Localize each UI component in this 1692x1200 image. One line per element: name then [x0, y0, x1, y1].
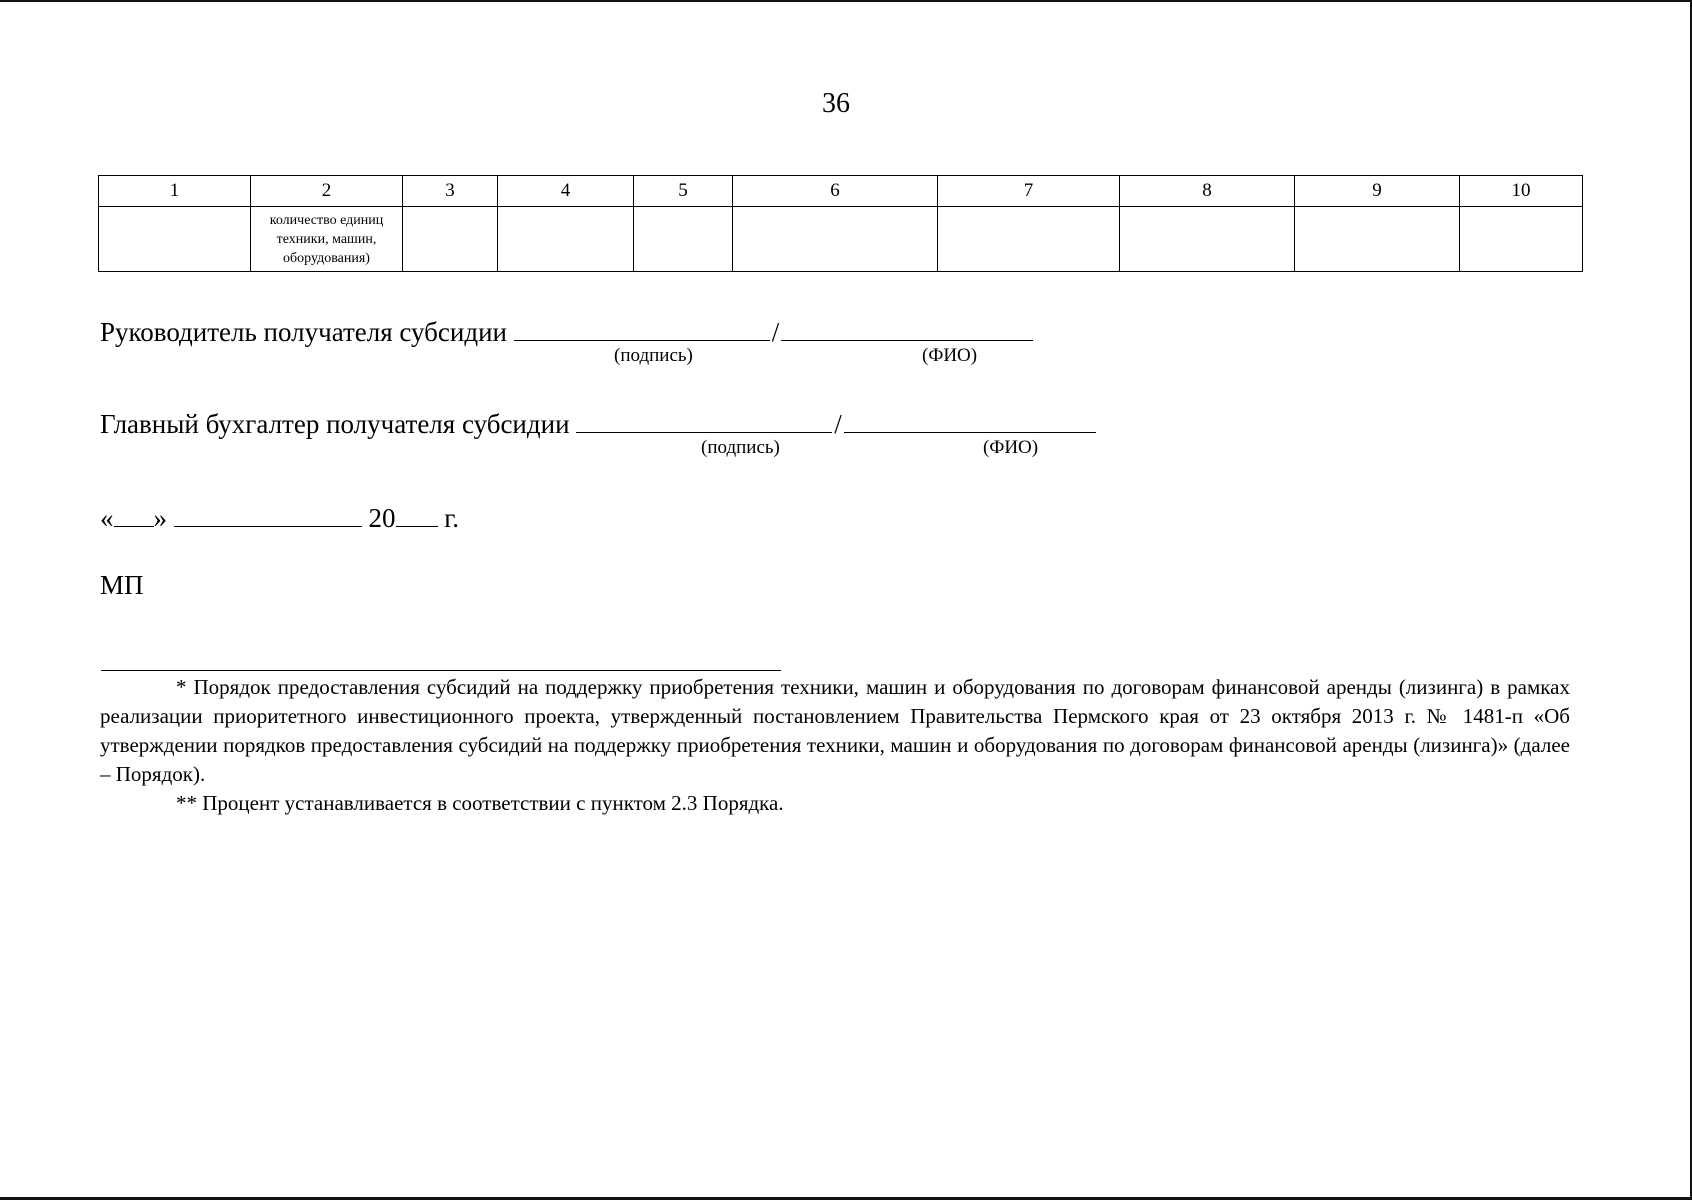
column-header-1: 1	[99, 176, 251, 207]
accountant-signature-line	[100, 406, 1096, 440]
page-number: 36	[822, 88, 850, 119]
table-cell	[938, 207, 1120, 272]
column-header-4: 4	[498, 176, 634, 207]
accountant-signature-field[interactable]	[576, 406, 832, 433]
head-signature-line	[100, 314, 1033, 348]
footnote-1: * Порядок предоставления субсидий на поддержку приобретения техники, машин и оборудования по договорам финансовой аренды (лизинга) в рамках реализации приоритетного инвестиционного проекта, утвержденный постановлением Правительства Пермского края от 23 октября 2013 г. № 1481-п «Об утверждении порядков предоставления субсидий на поддержку приобретения техники, машин и оборудования по договорам финансовой аренды (лизинга)» (далее – Порядок).	[100, 675, 1570, 786]
accountant-name-field[interactable]	[844, 406, 1096, 433]
column-header-5: 5	[634, 176, 733, 207]
accountant-name-caption: (ФИО)	[983, 437, 1039, 458]
column-header-6: 6	[733, 176, 938, 207]
accountant-signature-label: Главный бухгалтер получателя субсидии	[100, 409, 570, 439]
head-name-field[interactable]	[781, 314, 1033, 341]
table-header-row	[99, 176, 1583, 207]
data-table	[98, 175, 1583, 272]
date-close-quote: »	[153, 503, 167, 533]
table-cell	[403, 207, 498, 272]
table-cell	[1295, 207, 1460, 272]
head-signature-label: Руководитель получателя субсидии	[100, 317, 507, 347]
day-field[interactable]	[114, 500, 154, 527]
column-header-8: 8	[1120, 176, 1295, 207]
date-open-quote: «	[100, 503, 114, 533]
table-cell-quantity: количество единиц техники, машин, оборудования)	[251, 207, 403, 272]
footnotes	[100, 673, 1570, 818]
head-signature-separator: /	[771, 317, 780, 347]
month-field[interactable]	[174, 500, 362, 527]
year-suffix: г.	[444, 503, 460, 533]
table-cell	[99, 207, 251, 272]
table-cell	[498, 207, 634, 272]
column-header-3: 3	[403, 176, 498, 207]
table-cell	[1120, 207, 1295, 272]
head-signature-field[interactable]	[514, 314, 770, 341]
head-name-caption: (ФИО)	[922, 345, 978, 366]
stamp-place-label: МП	[100, 570, 144, 600]
head-signature-caption: (подпись)	[614, 345, 693, 366]
table-cell	[634, 207, 733, 272]
date-line	[100, 500, 459, 534]
column-header-9: 9	[1295, 176, 1460, 207]
accountant-signature-caption: (подпись)	[701, 437, 780, 458]
table-row	[99, 207, 1583, 272]
year-field[interactable]	[396, 500, 438, 527]
table-cell	[1460, 207, 1583, 272]
footnote-divider	[101, 670, 781, 671]
accountant-signature-separator: /	[834, 409, 842, 439]
column-header-10: 10	[1460, 176, 1583, 207]
footnote-2: ** Процент устанавливается в соответствии с пунктом 2.3 Порядка.	[176, 791, 784, 815]
column-header-7: 7	[938, 176, 1120, 207]
table-cell	[733, 207, 938, 272]
column-header-2: 2	[251, 176, 403, 207]
year-century: 20	[368, 503, 396, 533]
